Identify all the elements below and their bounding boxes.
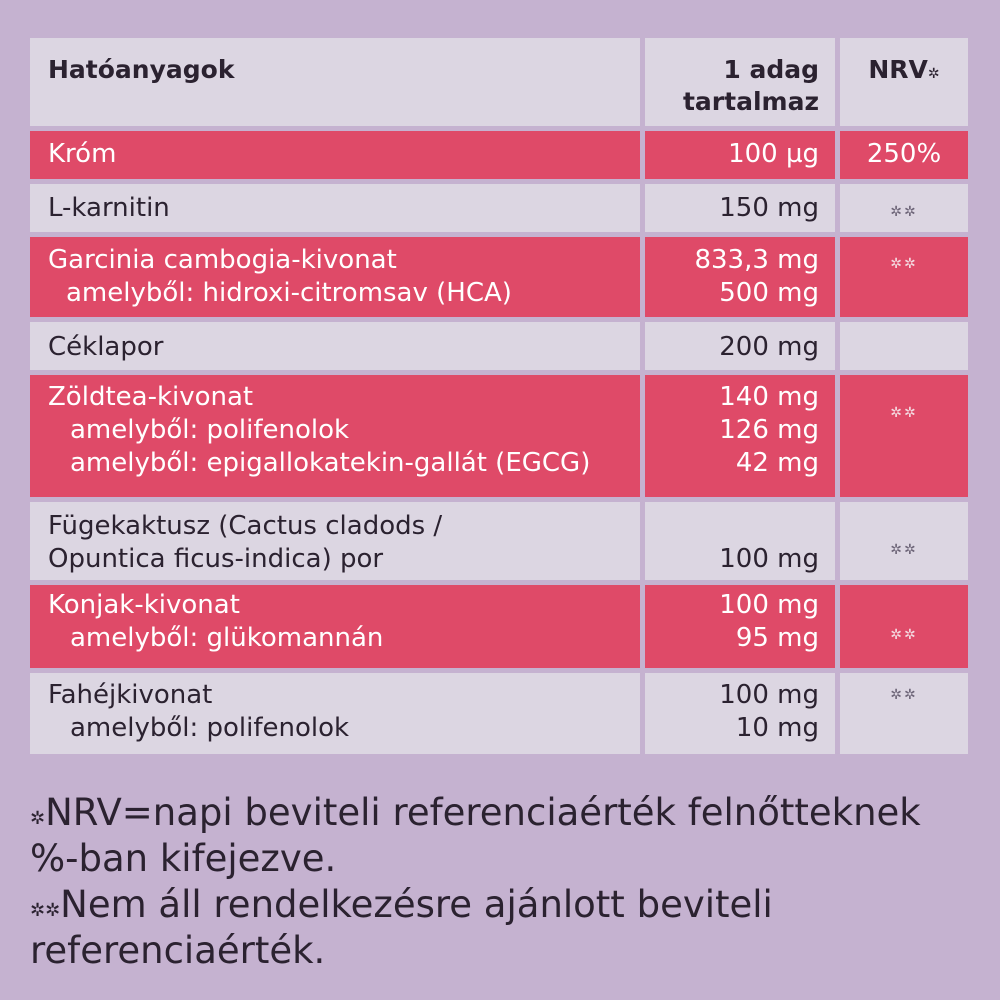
ingredient-nrv <box>840 131 968 179</box>
footnote-no-reference-cont <box>30 928 970 974</box>
amount-line: 42 mg <box>735 448 819 478</box>
ingredient-subline: amelyből: polifenolok <box>70 713 350 743</box>
footnote-no-reference <box>30 882 970 928</box>
ingredient-amount <box>645 375 835 497</box>
footnote-no-reference-line2: referenciaérték. <box>30 929 326 972</box>
ingredient-line: Garcinia cambogia-kivonat <box>48 245 397 275</box>
ingredient-nrv <box>840 237 968 317</box>
header-nrv <box>840 38 968 126</box>
footnotes <box>30 790 970 974</box>
amount-line: 10 mg <box>735 713 819 743</box>
ingredient-amount <box>645 502 835 580</box>
footnote-no-reference-line1: Nem áll rendelkezésre ajánlott beviteli <box>60 883 773 926</box>
ingredient-name <box>30 502 640 580</box>
ingredient-nrv <box>840 375 968 497</box>
ingredient-nrv <box>840 184 968 232</box>
double-asterisk-icon: ✲✲ <box>890 204 918 220</box>
table-row <box>30 184 968 232</box>
ingredient-name <box>30 673 640 754</box>
header-ingredients-label: Hatóanyagok <box>48 55 235 84</box>
ingredient-line: Opuntica ficus-indica) por <box>48 544 384 574</box>
ingredient-line: L-karnitin <box>48 193 170 223</box>
ingredient-subline: amelyből: epigallokatekin-gallát (EGCG) <box>70 448 591 478</box>
table-row <box>30 322 968 370</box>
amount-line: 95 mg <box>735 623 819 653</box>
ingredient-line: Fügekaktusz (Cactus cladods / <box>48 511 443 541</box>
header-ingredients <box>30 38 640 126</box>
amount-line: 100 mg <box>719 590 819 620</box>
ingredient-name <box>30 322 640 370</box>
ingredient-line: Króm <box>48 139 117 169</box>
ingredient-subline: amelyből: hidroxi-citromsav (HCA) <box>66 278 512 308</box>
ingredient-name <box>30 131 640 179</box>
ingredient-nrv <box>840 673 968 754</box>
header-amount-line2: tartalmaz <box>682 87 819 116</box>
ingredient-name <box>30 237 640 317</box>
header-amount <box>645 38 835 126</box>
header-amount-line1: 1 adag <box>723 55 819 84</box>
footnote-nrv-cont <box>30 836 970 882</box>
footnote-nrv-line2: %-ban kifejezve. <box>30 837 337 880</box>
double-asterisk-icon: ✲✲ <box>890 405 918 421</box>
footnote-nrv <box>30 790 970 836</box>
table-header-row <box>30 38 968 126</box>
amount-line: 100 mg <box>719 544 819 574</box>
ingredients-table <box>30 38 968 759</box>
amount-line: 140 mg <box>719 382 819 412</box>
double-asterisk-icon: ✲✲ <box>890 542 918 558</box>
ingredient-amount <box>645 184 835 232</box>
ingredient-line: Zöldtea-kivonat <box>48 382 254 412</box>
table-row <box>30 131 968 179</box>
amount-line: 500 mg <box>719 278 819 308</box>
amount-line: 150 mg <box>719 193 819 223</box>
ingredient-subline: amelyből: glükomannán <box>70 623 384 653</box>
ingredient-subline: amelyből: polifenolok <box>70 415 350 445</box>
double-asterisk-icon: ✲✲ <box>890 687 918 703</box>
ingredient-nrv <box>840 585 968 668</box>
ingredient-amount <box>645 585 835 668</box>
footnote-nrv-line1: NRV=napi beviteli referenciaérték felnőtteknek <box>45 791 921 834</box>
ingredient-name <box>30 375 640 497</box>
double-asterisk-icon: ✲✲ <box>30 900 61 921</box>
amount-line: 126 mg <box>719 415 819 445</box>
ingredient-name <box>30 184 640 232</box>
ingredient-amount <box>645 237 835 317</box>
ingredient-amount <box>645 673 835 754</box>
amount-line: 100 µg <box>728 139 819 169</box>
amount-line <box>645 510 819 543</box>
asterisk-icon: ✲ <box>927 66 940 82</box>
amount-line: 200 mg <box>719 332 819 362</box>
table-row <box>30 673 968 754</box>
ingredient-nrv <box>840 502 968 580</box>
ingredient-amount <box>645 131 835 179</box>
asterisk-icon: ✲ <box>30 808 46 829</box>
ingredient-nrv <box>840 322 968 370</box>
table-row <box>30 237 968 317</box>
double-asterisk-icon: ✲✲ <box>890 256 918 272</box>
double-asterisk-icon: ✲✲ <box>890 627 918 643</box>
nrv-value: 250% <box>866 139 942 169</box>
header-nrv-label: NRV <box>868 55 928 84</box>
ingredient-line: Fahéjkivonat <box>48 680 213 710</box>
table-row <box>30 585 968 668</box>
ingredient-amount <box>645 322 835 370</box>
table-row <box>30 375 968 497</box>
ingredient-line: Céklapor <box>48 332 164 362</box>
ingredient-name <box>30 585 640 668</box>
amount-line: 833,3 mg <box>694 245 819 275</box>
amount-line: 100 mg <box>719 680 819 710</box>
ingredient-line: Konjak-kivonat <box>48 590 240 620</box>
table-row <box>30 502 968 580</box>
